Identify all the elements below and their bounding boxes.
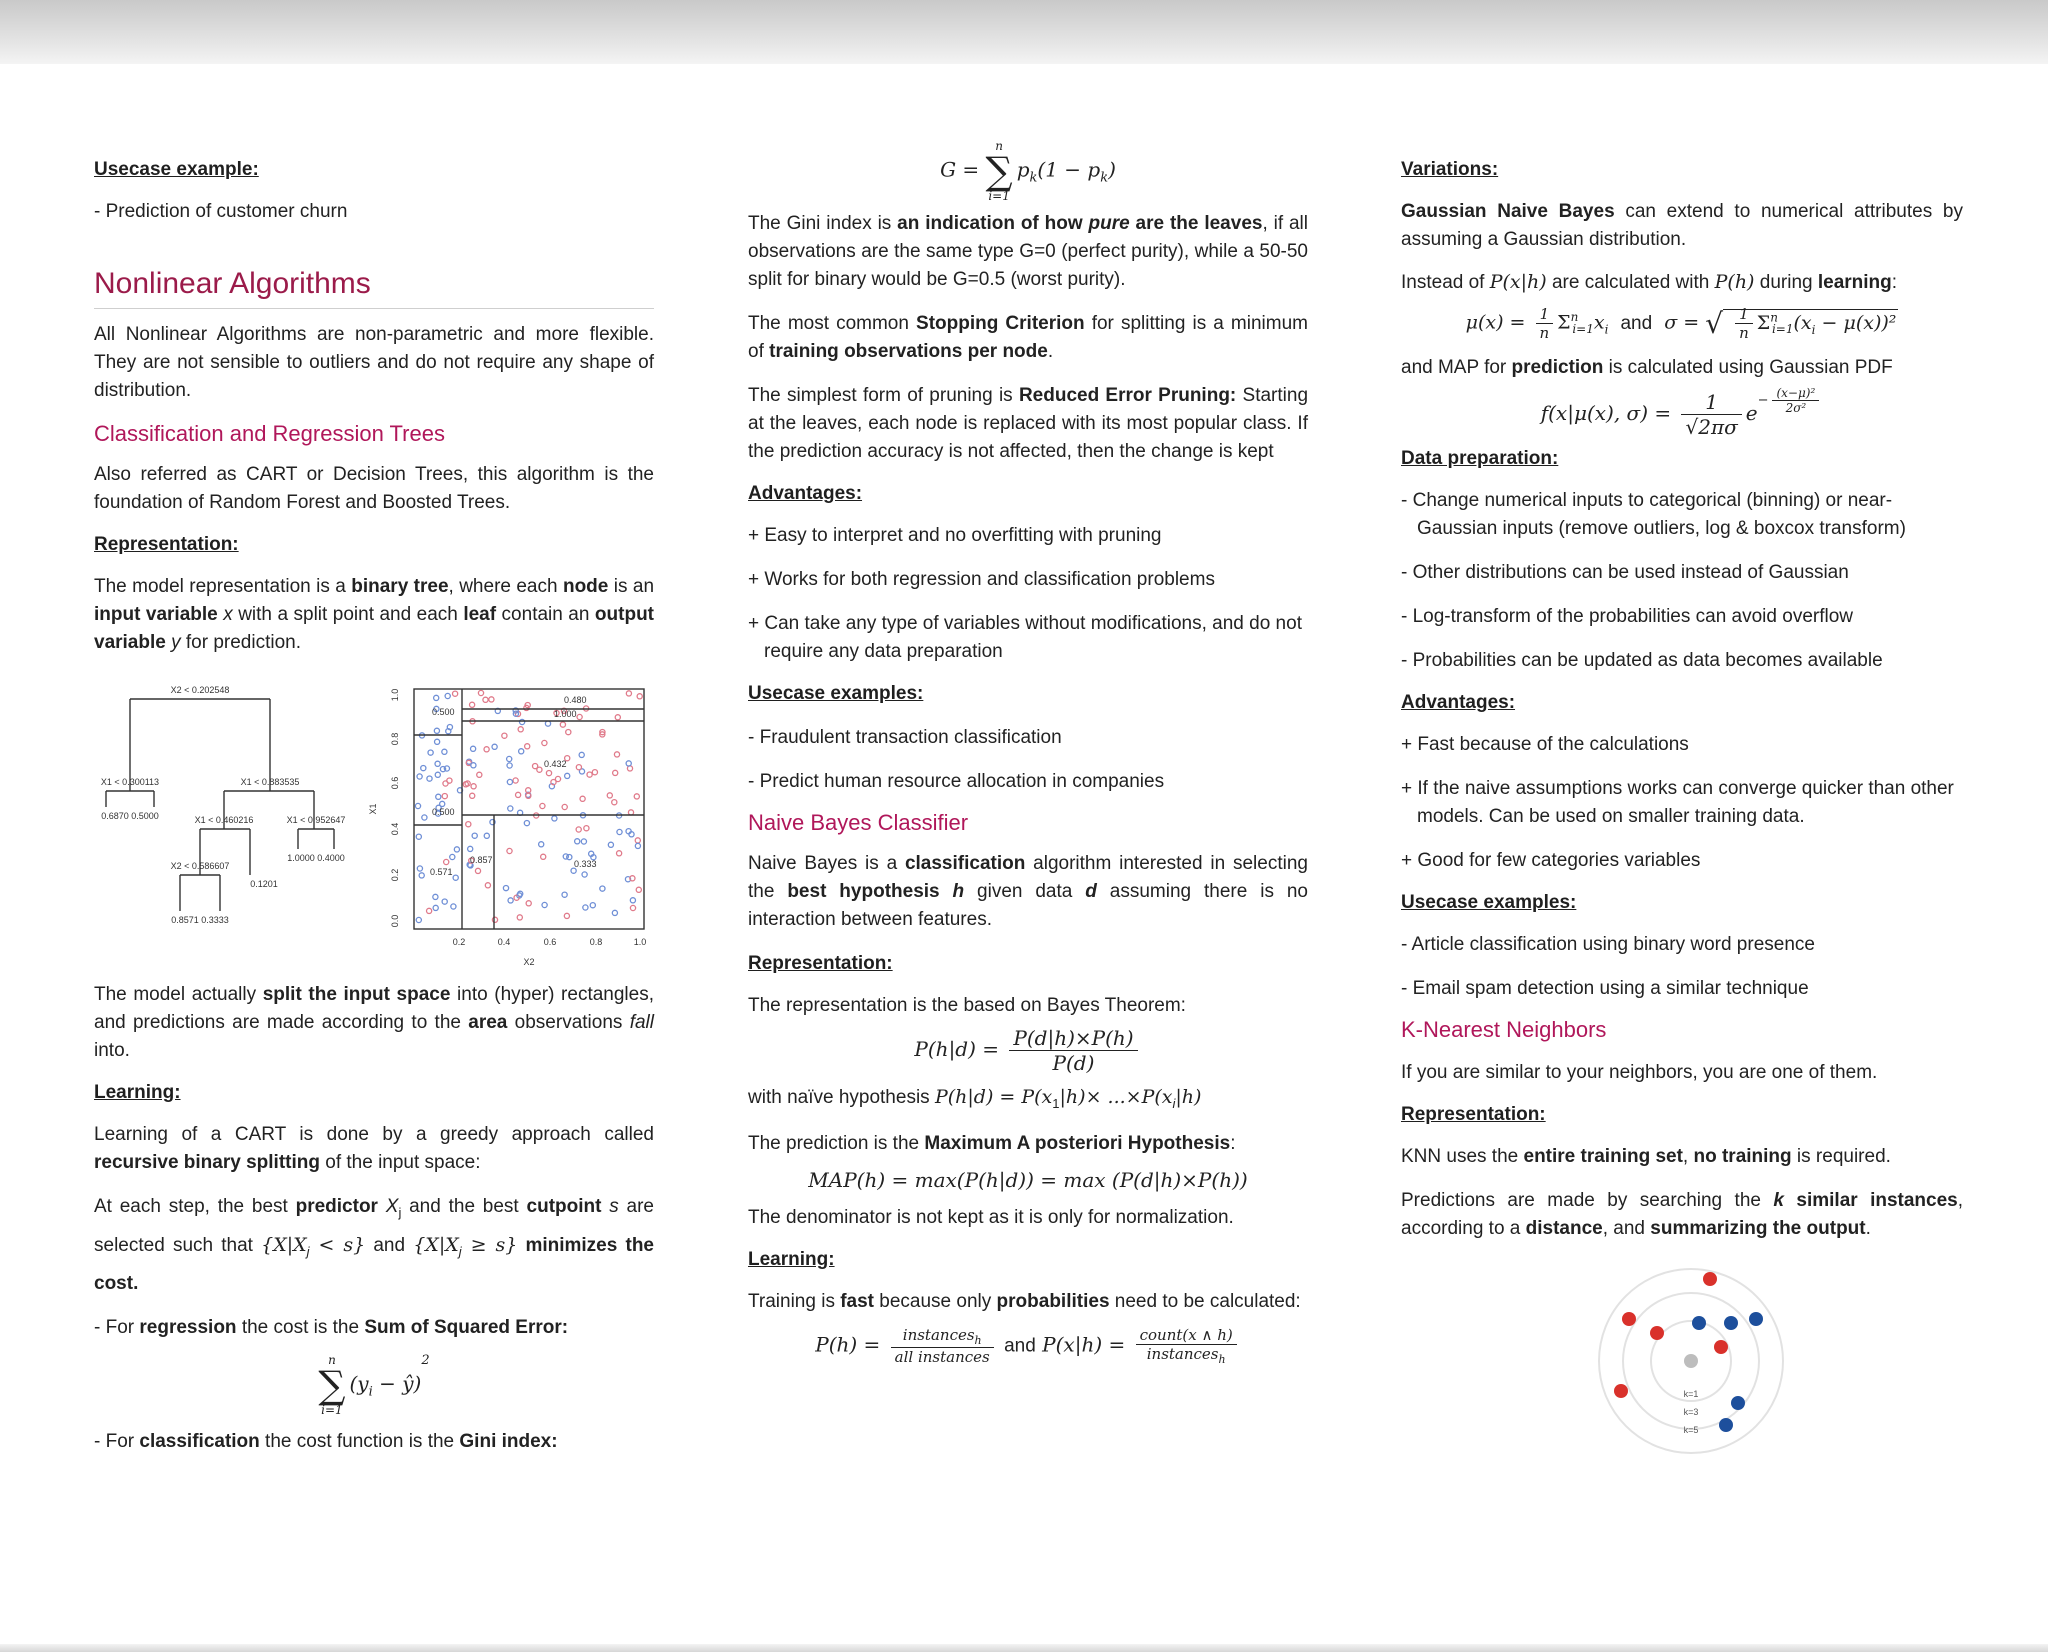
text: ) (1108, 157, 1116, 182)
text-bold: split the input space (262, 984, 451, 1005)
decision-tree (106, 699, 334, 911)
text: observations (507, 1012, 630, 1033)
text-sub: j (398, 1204, 402, 1220)
column-left (94, 150, 654, 1456)
red-point (1650, 1326, 1664, 1340)
text: The most common (748, 313, 917, 334)
nonlinear-body: All Nonlinear Algorithms are non-parametric and more flexible. They are not sensible to outliers and do not require any shape of distribution. (94, 324, 654, 401)
text-bold: similar instances (1783, 1190, 1958, 1211)
tree-leaf-label: 0.6870 0.5000 (101, 811, 159, 821)
text: (y (349, 1371, 369, 1396)
text-bold: recursive binary splitting (94, 1152, 320, 1173)
text: P(x|h) = (1042, 1332, 1126, 1357)
text-bold: Gaussian Naive Bayes (1401, 201, 1615, 222)
text: instances (902, 1325, 975, 1344)
text-bold: cutpoint (526, 1196, 602, 1217)
usecase-item: - Fraudulent transaction classification (748, 727, 1062, 748)
text-italic: y (165, 632, 181, 653)
mu-sigma-formula (1401, 305, 1963, 342)
text-bold: Stopping Criterion (916, 313, 1085, 334)
text: and (365, 1234, 414, 1256)
probability-formula (748, 1326, 1308, 1366)
text: Starting at the leaves, each node is replaced with its most popular class. If the prediction accuracy is not affected, then the change is kept (748, 385, 1309, 462)
text: Training is (748, 1290, 841, 1312)
red-point (1714, 1340, 1728, 1354)
text: , where each (448, 576, 563, 597)
text: of the input space: (319, 1152, 481, 1173)
text: - For (94, 1316, 140, 1338)
denominator: 2σ² (1785, 401, 1807, 415)
text-bold: probabilities (996, 1290, 1110, 1312)
nb-advantages-heading: Advantages: (1401, 692, 1516, 713)
instead-body (1401, 268, 1963, 297)
fraction (891, 1326, 994, 1366)
text-bold: Sum of Squared Error: (364, 1316, 569, 1338)
text-bold: area (468, 1012, 508, 1033)
knn-title: K-Nearest Neighbors (1401, 1017, 1607, 1042)
sigma-glyph: ∑ (985, 149, 1013, 193)
bayes-formula (748, 1026, 1308, 1075)
text-sub: i=1 (1572, 322, 1594, 337)
pruning-body (748, 382, 1308, 466)
tree-leaf-label: 1.0000 0.4000 (287, 853, 345, 863)
region-label: 0.500 (432, 807, 455, 817)
text-bold: Gini index: (459, 1430, 558, 1452)
text: P(h|d) = (914, 1037, 1000, 1061)
text: algorithm interested in selecting the (748, 853, 1308, 902)
text-bold-italic: h (952, 881, 965, 902)
gaussian-nb-body (1401, 198, 1963, 254)
text-bold: training observations per node (769, 341, 1048, 362)
text: are calculated with (1546, 272, 1715, 293)
sigma-glyph: Σ (1756, 311, 1771, 334)
text-bold: fast (840, 1290, 875, 1312)
text-sub: h (1218, 1352, 1226, 1366)
advantage-item: + If the naive assumptions works can converge quicker than other models. Can be used on smaller training data. (1401, 778, 1954, 827)
square-root: √ (1705, 307, 1724, 340)
text-bold-italic: k (1773, 1190, 1784, 1211)
text-sub: i=1 (1771, 322, 1794, 337)
blue-point (1749, 1312, 1763, 1326)
region-label: 1.000 (554, 709, 577, 719)
gini-body (748, 210, 1308, 294)
denominator: all instances (894, 1347, 990, 1366)
tree-leaf-label: 0.1201 (250, 879, 278, 889)
blue-point (1731, 1396, 1745, 1410)
nb-representation-body: The representation is the based on Bayes Theorem: (748, 995, 1186, 1016)
text: is required. (1791, 1146, 1891, 1167)
sum-lower: i=1 (988, 189, 1010, 203)
text-bold: distance (1525, 1218, 1603, 1239)
fraction (1772, 386, 1819, 415)
text-bold: minimizes the cost. (94, 1234, 654, 1294)
y-tick-label: 0.8 (390, 732, 400, 746)
text-italic: s (601, 1196, 619, 1217)
text-italic: x (217, 604, 233, 625)
text-bold: learning (1817, 272, 1892, 293)
nonlinear-title: Nonlinear Algorithms (94, 264, 654, 309)
y-tick-label: 0.2 (390, 868, 400, 882)
red-point (1614, 1384, 1628, 1398)
naive-bayes-body (748, 850, 1308, 934)
gini-formula (748, 140, 1308, 202)
usecase-heading: Usecase example: (94, 159, 259, 180)
text-sub: i (1172, 1095, 1176, 1111)
knn-label: k=1 (1683, 1389, 1699, 1399)
text: can extend to numerical attributes by assuming a Gaussian distribution. (1401, 201, 1963, 250)
text-italic: |h) (1175, 1086, 1202, 1108)
region-label: 0.571 (430, 867, 453, 877)
sum-upper: n (995, 139, 1003, 153)
text: The model actually (94, 984, 263, 1005)
text: , and (1602, 1218, 1651, 1239)
naive-bayes-title: Naive Bayes Classifier (748, 810, 969, 835)
sse-formula (94, 1354, 654, 1416)
split-body (94, 981, 654, 1065)
text: x (1593, 311, 1605, 334)
tree-node-label: X2 < 0.586607 (170, 861, 230, 871)
x-tick-label: 1.0 (633, 937, 647, 947)
text-italic: P(h|d) = P(x (934, 1086, 1053, 1108)
text-bold: classification (139, 1430, 260, 1452)
text-sub: k (1029, 170, 1038, 186)
tree-node-label: X1 < 0.883535 (240, 777, 300, 787)
text-sub: i (368, 1384, 373, 1400)
cart-representation-heading: Representation: (94, 534, 239, 555)
tree-node-label: X1 < 0.300113 (100, 777, 160, 787)
numerator: count(x ∧ h) (1136, 1326, 1237, 1345)
text: for splitting is a minimum of (748, 313, 1308, 362)
text-sub: j (306, 1243, 310, 1259)
text: G = (940, 157, 980, 182)
text: P(h) = (815, 1332, 881, 1357)
denominator: n (1539, 324, 1550, 342)
step-body (94, 1191, 654, 1300)
text: The Gini index is (748, 213, 898, 234)
text: contain an (496, 604, 595, 625)
text-sub: i (1811, 322, 1816, 337)
usecase-item: - Email spam detection using a similar technique (1401, 978, 1809, 999)
text: into (hyper) rectangles, and predictions are made according to the (94, 984, 654, 1033)
root-body (1723, 305, 1898, 342)
text: is an (608, 576, 655, 597)
text: Predictions are made by searching the (1401, 1190, 1774, 1211)
text-bold: prediction (1511, 357, 1604, 378)
text: instances (1146, 1344, 1219, 1363)
text: : (1891, 272, 1898, 293)
text-bold: regression (139, 1316, 237, 1338)
text-italic: |h)× ...×P(x (1059, 1086, 1173, 1108)
query-point (1684, 1354, 1698, 1368)
text: the cost is the (236, 1316, 365, 1338)
cart-body: Also referred as CART or Decision Trees, this algorithm is the foundation of Random Forest and Boosted Trees. (94, 464, 654, 513)
text: into. (94, 1040, 130, 1061)
x-tick-label: 0.4 (497, 937, 511, 947)
text: σ = (1664, 311, 1700, 334)
variations-heading: Variations: (1401, 159, 1499, 180)
text: f(x|μ(x), σ) = (1540, 401, 1672, 425)
region-label: 0.480 (564, 695, 587, 705)
text: and (1620, 312, 1653, 334)
x-tick-label: 0.6 (543, 937, 557, 947)
text-bold: leaf (463, 604, 497, 625)
denominator (1136, 1345, 1237, 1366)
denominator-body: The denominator is not kept as it is only for normalization. (748, 1206, 1234, 1228)
nb-representation-heading: Representation: (748, 953, 893, 974)
text: the cost function is the (259, 1430, 460, 1452)
usecase-item: - Prediction of customer churn (94, 201, 348, 222)
text-bold: Maximum A posteriori Hypothesis (924, 1132, 1231, 1154)
text-bold: an indication of how (897, 213, 1089, 234)
text: , (1682, 1146, 1694, 1167)
fraction (1735, 305, 1753, 342)
numerator: P(d|h)×P(h) (1009, 1026, 1137, 1051)
region-label: 0.857 (470, 855, 493, 865)
text: is calculated using Gaussian PDF (1603, 357, 1893, 378)
red-point (1703, 1272, 1717, 1286)
text-bold: summarizing the output (1650, 1218, 1866, 1239)
text-bold: binary tree (351, 576, 449, 597)
text-sub: h (974, 1333, 982, 1347)
naive-hypothesis (748, 1083, 1308, 1118)
text: with a split point and each (232, 604, 464, 625)
text: : (1230, 1132, 1236, 1154)
fraction (1136, 1326, 1237, 1366)
text-italic: X (377, 1196, 399, 1217)
text-sub: i (1604, 322, 1609, 337)
text: are selected such that (94, 1196, 654, 1256)
text-bold: no training (1693, 1146, 1792, 1167)
text: At each step, the best (94, 1196, 296, 1217)
sigma-glyph: Σ (1557, 311, 1571, 334)
text-sup: n (1770, 310, 1778, 325)
knn-diagram (1401, 1257, 1963, 1477)
cart-usecases-heading: Usecase examples: (748, 683, 924, 704)
text: p (1016, 157, 1030, 182)
sum-lower: i=1 (321, 1402, 343, 1417)
text-sub: j (458, 1243, 462, 1259)
usecase-item: - Predict human resource allocation in companies (748, 771, 1165, 792)
numerator: 1 (1536, 305, 1554, 324)
text: Learning of a CART is done by a greedy approach called (94, 1124, 654, 1145)
fraction (1536, 305, 1554, 342)
text-bold: are the leaves (1129, 213, 1263, 234)
text: - For (94, 1430, 140, 1452)
advantage-item: + Works for both regression and classification problems (748, 569, 1215, 590)
y-tick-label: 1.0 (390, 688, 400, 702)
numerator: 1 (1735, 305, 1753, 324)
cart-figure (94, 679, 654, 979)
knn-prediction-body (1401, 1187, 1963, 1243)
advantage-item: + Easy to interpret and no overfitting with pruning (748, 525, 1162, 546)
x-axis-label: X2 (523, 957, 535, 967)
x-tick-label: 0.2 (452, 937, 466, 947)
cart-learning-body (94, 1121, 654, 1177)
prep-item: - Probabilities can be updated as data becomes available (1401, 650, 1883, 671)
data-preparation-heading: Data preparation: (1401, 448, 1559, 469)
text: given data (964, 881, 1086, 902)
text: assuming there is no interaction between features. (748, 881, 1308, 930)
text-bold: input variable (94, 604, 218, 625)
text: (1 − p (1037, 157, 1101, 182)
map-formula: MAP(h) = max(P(h|d)) = max (P(d|h)×P(h)) (808, 1167, 1248, 1192)
text-sup: n (1570, 310, 1579, 325)
usecase-item: - Article classification using binary word presence (1401, 934, 1815, 955)
prep-item: - Log-transform of the probabilities can avoid overflow (1401, 606, 1854, 627)
text: − (1757, 393, 1769, 408)
prep-item: - Other distributions can be used instead of Gaussian (1401, 562, 1849, 583)
text: The simplest form of pruning is (748, 385, 1019, 406)
window-top-bar (0, 0, 2048, 64)
text: and (1004, 1335, 1036, 1357)
blue-point (1724, 1316, 1738, 1330)
knn-representation-body (1401, 1143, 1963, 1171)
text: μ(x) = (1465, 311, 1526, 334)
cart-advantages-heading: Advantages: (748, 483, 863, 504)
nb-learning-heading: Learning: (748, 1248, 835, 1270)
blue-point (1692, 1316, 1706, 1330)
text: Naive Bayes is a (748, 853, 905, 874)
red-point (1622, 1312, 1636, 1326)
text: e (1745, 401, 1758, 425)
nb-learning-body (748, 1288, 1308, 1316)
fraction (1681, 390, 1741, 439)
text-italic: < s} (309, 1233, 366, 1256)
text-bold: node (562, 576, 609, 597)
text-bold: best hypothesis (787, 881, 953, 902)
region-label: 0.500 (432, 707, 455, 717)
text-bold: classification (904, 853, 1026, 874)
y-tick-label: 0.0 (390, 914, 400, 928)
text: − ŷ) (372, 1371, 422, 1396)
blue-point (1719, 1418, 1733, 1432)
text: The model representation is a (94, 576, 352, 597)
window-bottom-bar (0, 1644, 2048, 1652)
knn-label: k=3 (1683, 1407, 1699, 1417)
denominator: n (1739, 324, 1749, 342)
text-sub: 1 (1052, 1095, 1060, 1111)
text: KNN uses the (1401, 1146, 1524, 1167)
tree-node-label: X1 < 0.952647 (286, 815, 346, 825)
text: Instead of (1401, 272, 1490, 293)
text-italic: {X|X (413, 1233, 459, 1256)
cart-representation-body (94, 573, 654, 657)
text-bold: Reduced Error Pruning: (1018, 385, 1237, 406)
text: . (1047, 341, 1054, 362)
text: . (1865, 1218, 1871, 1239)
text: during (1754, 272, 1818, 293)
regression-body (94, 1314, 654, 1342)
tree-root-label: X2 < 0.202548 (170, 685, 230, 695)
text-sub: k (1100, 170, 1109, 186)
sigma-glyph: ∑ (318, 1362, 346, 1407)
partition-plot (368, 689, 646, 967)
advantage-item: + Can take any type of variables without modifications, and do not require any data preparation (748, 613, 1302, 662)
text-italic: fall (629, 1012, 654, 1033)
sum-symbol (986, 140, 1013, 202)
column-right (1401, 150, 1963, 1477)
text: − μ(x))² (1815, 311, 1897, 334)
cart-title: Classification and Regression Trees (94, 421, 445, 446)
text-bold: output variable (94, 604, 654, 653)
column-middle (748, 140, 1308, 1366)
prep-item: - Change numerical inputs to categorical (binning) or near-Gaussian inputs (remove outliers, log & boxcox transform) (1401, 490, 1906, 539)
y-tick-label: 0.4 (390, 822, 400, 836)
text: for prediction. (180, 632, 302, 653)
text-italic: P(h) (1714, 271, 1755, 293)
tree-node-label: X1 < 0.460216 (194, 815, 254, 825)
advantage-item: + Good for few categories variables (1401, 850, 1701, 871)
text-sup: 2 (421, 1353, 430, 1369)
knn-label: k=5 (1683, 1425, 1699, 1435)
text-italic: ≥ s} (461, 1233, 518, 1256)
text-bold-italic: d (1085, 881, 1097, 902)
text: and MAP for (1401, 357, 1512, 378)
tree-leaf-label: 0.8571 0.3333 (171, 915, 229, 925)
denominator: √2πσ (1685, 415, 1738, 439)
knn-representation-heading: Representation: (1401, 1104, 1546, 1125)
text-bold-italic: pure (1088, 213, 1130, 234)
cart-learning-heading: Learning: (94, 1082, 181, 1103)
nb-usecases-heading: Usecase examples: (1401, 892, 1577, 913)
gaussian-pdf-formula (1401, 386, 1963, 439)
text: , if all observations are the same type G=0 (perfect purity), while a 50-50 split for binary would be G=0.5 (worst purity). (748, 213, 1308, 290)
numerator: (x−μ)² (1772, 386, 1819, 401)
denominator: P(d) (1052, 1051, 1095, 1075)
text: need to be calculated: (1109, 1290, 1301, 1312)
numerator (891, 1326, 994, 1348)
text: because only (874, 1290, 997, 1312)
text: (x (1793, 311, 1812, 334)
exponent (1758, 386, 1824, 415)
sum-upper: n (328, 1352, 336, 1367)
sum-symbol (318, 1354, 345, 1416)
text: , according to a (1401, 1190, 1964, 1239)
text-italic: {X|X (261, 1233, 307, 1256)
text-bold: entire training set (1523, 1146, 1683, 1167)
numerator: 1 (1681, 390, 1741, 415)
advantage-item: + Fast because of the calculations (1401, 734, 1689, 755)
map-prediction-body (1401, 354, 1963, 382)
map-line (748, 1130, 1308, 1158)
region-label: 0.432 (544, 759, 567, 769)
classification-body (94, 1428, 654, 1456)
region-label: 0.333 (574, 859, 597, 869)
stopping-body (748, 310, 1308, 366)
knn-body: If you are similar to your neighbors, you are one of them. (1401, 1062, 1878, 1083)
text-bold: predictor (295, 1196, 378, 1217)
text-italic: P(x|h) (1489, 271, 1547, 293)
text: and the best (401, 1196, 527, 1217)
fraction (1009, 1026, 1137, 1075)
text: with naïve hypothesis (748, 1087, 935, 1108)
y-axis-label: X1 (368, 803, 378, 815)
text: The prediction is the (748, 1132, 925, 1154)
y-tick-label: 0.6 (390, 776, 400, 790)
x-tick-label: 0.8 (589, 937, 603, 947)
